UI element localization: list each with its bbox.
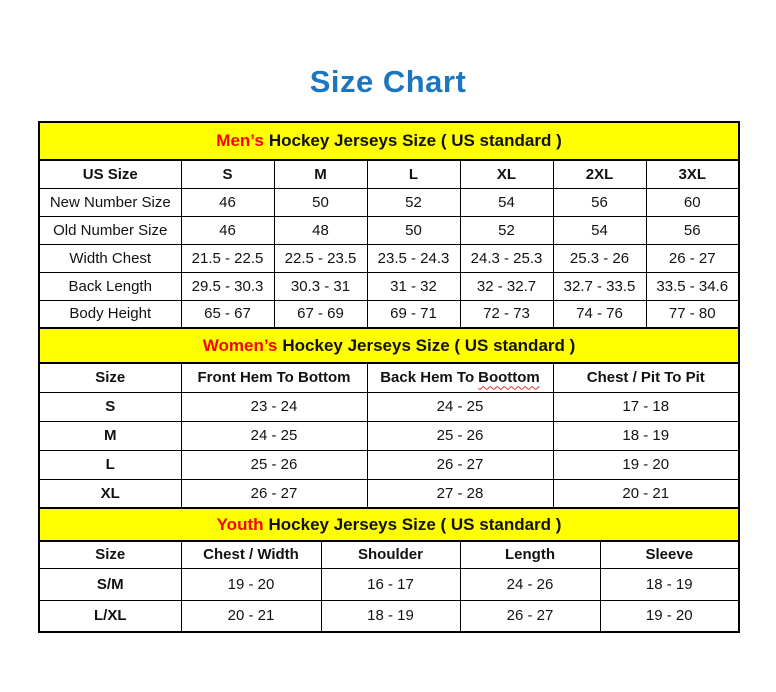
page-title: Size Chart [309, 64, 467, 99]
womens-size-table [38, 327, 740, 509]
youth-table-title [39, 508, 739, 541]
row-label: S [39, 392, 181, 421]
size-value: 19 - 20 [553, 450, 739, 479]
column-header: 3XL [646, 160, 739, 188]
table-row [39, 450, 739, 479]
column-header: 2XL [553, 160, 646, 188]
size-value: 18 - 19 [553, 421, 739, 450]
size-value: 54 [460, 188, 553, 216]
size-value: 23 - 24 [181, 392, 367, 421]
size-value: 48 [274, 216, 367, 244]
size-value: 52 [367, 188, 460, 216]
row-label: S/M [39, 568, 181, 600]
size-value: 32 - 32.7 [460, 272, 553, 300]
size-value: 54 [553, 216, 646, 244]
womens-table-title-row [39, 328, 739, 363]
size-value: 26 - 27 [367, 450, 553, 479]
size-value: 60 [646, 188, 739, 216]
youth-accent-label: Youth [216, 514, 264, 534]
size-value: 25 - 26 [367, 421, 553, 450]
size-value: 33.5 - 34.6 [646, 272, 739, 300]
row-label: L/XL [39, 600, 181, 632]
size-value: 25 - 26 [181, 450, 367, 479]
column-header: US Size [39, 160, 181, 188]
size-value: 16 - 17 [321, 568, 460, 600]
mens-header-row [39, 160, 739, 188]
size-value: 27 - 28 [367, 479, 553, 508]
size-value: 65 - 67 [181, 300, 274, 328]
size-value: 67 - 69 [274, 300, 367, 328]
table-row [39, 421, 739, 450]
row-label: Width Chest [39, 244, 181, 272]
size-value: 72 - 73 [460, 300, 553, 328]
row-label: Body Height [39, 300, 181, 328]
column-header: Length [460, 541, 600, 568]
size-value: 24 - 25 [367, 392, 553, 421]
row-label: L [39, 450, 181, 479]
size-value: 46 [181, 188, 274, 216]
row-label: New Number Size [39, 188, 181, 216]
size-value: 50 [367, 216, 460, 244]
size-value: 74 - 76 [553, 300, 646, 328]
column-header: L [367, 160, 460, 188]
size-value: 56 [553, 188, 646, 216]
size-value: 46 [181, 216, 274, 244]
size-value: 24.3 - 25.3 [460, 244, 553, 272]
column-header: XL [460, 160, 553, 188]
size-value: 20 - 21 [553, 479, 739, 508]
column-header: Size [39, 363, 181, 392]
size-value: 77 - 80 [646, 300, 739, 328]
size-value: 69 - 71 [367, 300, 460, 328]
size-value: 26 - 27 [646, 244, 739, 272]
size-value: 19 - 20 [181, 568, 321, 600]
youth-size-table [38, 507, 740, 633]
column-header-back-hem [367, 363, 553, 392]
size-value: 26 - 27 [460, 600, 600, 632]
womens-accent-label: Women’s [202, 335, 278, 355]
size-value: 25.3 - 26 [553, 244, 646, 272]
size-value: 29.5 - 30.3 [181, 272, 274, 300]
size-value: 18 - 19 [600, 568, 739, 600]
size-value: 52 [460, 216, 553, 244]
table-row [39, 188, 739, 216]
table-row [39, 479, 739, 508]
size-value: 18 - 19 [321, 600, 460, 632]
row-label: Back Length [39, 272, 181, 300]
table-row [39, 568, 739, 600]
mens-accent-label: Men’s [216, 131, 264, 150]
size-value: 24 - 25 [181, 421, 367, 450]
column-header: Shoulder [321, 541, 460, 568]
size-value: 22.5 - 23.5 [274, 244, 367, 272]
table-row [39, 600, 739, 632]
table-row [39, 244, 739, 272]
size-value: 24 - 26 [460, 568, 600, 600]
size-value: 32.7 - 33.5 [553, 272, 646, 300]
row-label: M [39, 421, 181, 450]
size-value: 19 - 20 [600, 600, 739, 632]
table-row [39, 216, 739, 244]
size-value: 56 [646, 216, 739, 244]
back-hem-prefix: Back Hem To [380, 369, 475, 387]
womens-table-title [39, 328, 739, 363]
mens-size-table [38, 121, 740, 329]
size-value: 50 [274, 188, 367, 216]
size-value: 17 - 18 [553, 392, 739, 421]
size-value: 31 - 32 [367, 272, 460, 300]
row-label: XL [39, 479, 181, 508]
column-header: Chest / Pit To Pit [553, 363, 739, 392]
mens-title-label: Hockey Jerseys Size ( US standard ) [268, 131, 562, 150]
column-header: S [181, 160, 274, 188]
womens-title-label: Hockey Jerseys Size ( US standard ) [282, 335, 576, 355]
size-value: 30.3 - 31 [274, 272, 367, 300]
womens-header-row [39, 363, 739, 392]
table-row [39, 272, 739, 300]
row-label: Old Number Size [39, 216, 181, 244]
column-header: M [274, 160, 367, 188]
size-value: 26 - 27 [181, 479, 367, 508]
youth-title-label: Hockey Jerseys Size ( US standard ) [268, 514, 562, 534]
column-header: Size [39, 541, 181, 568]
youth-table-title-row [39, 508, 739, 541]
size-value: 23.5 - 24.3 [367, 244, 460, 272]
mens-table-title-row [39, 122, 739, 160]
youth-header-row [39, 541, 739, 568]
size-tables-container [38, 121, 738, 633]
misspelled-word-squiggle: Boottom [478, 369, 540, 387]
table-row [39, 392, 739, 421]
size-value: 20 - 21 [181, 600, 321, 632]
mens-table-title [39, 122, 739, 160]
column-header: Sleeve [600, 541, 739, 568]
column-header: Front Hem To Bottom [181, 363, 367, 392]
size-value: 21.5 - 22.5 [181, 244, 274, 272]
table-row [39, 300, 739, 328]
column-header: Chest / Width [181, 541, 321, 568]
